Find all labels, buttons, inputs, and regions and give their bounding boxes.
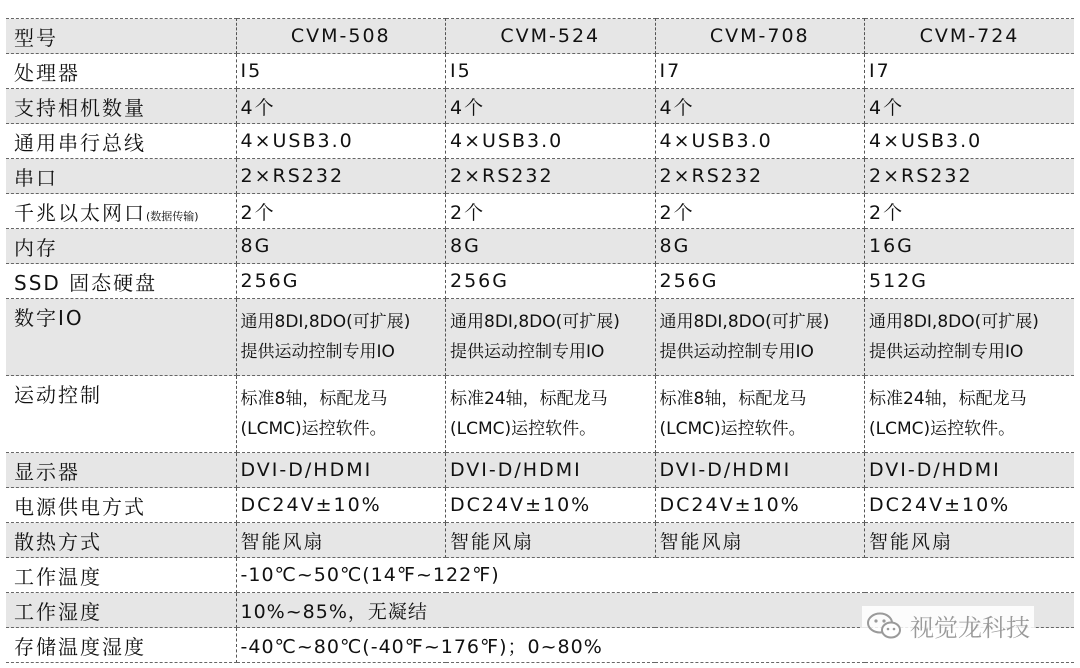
header-row bbox=[6, 19, 1074, 54]
table-row bbox=[6, 264, 1074, 299]
cell-value bbox=[655, 376, 865, 453]
cell-value: 8G bbox=[236, 229, 446, 264]
cell-value: 2个 bbox=[865, 194, 1075, 229]
row-label-text: 运动控制 bbox=[14, 383, 102, 407]
cell-value: 8G bbox=[655, 229, 865, 264]
table-row bbox=[6, 89, 1074, 124]
cell-value: 2×RS232 bbox=[236, 159, 446, 194]
cell-value: 4×USB3.0 bbox=[236, 124, 446, 159]
shared-value: 10%~85%，无凝结 bbox=[236, 593, 1074, 628]
row-label-text: 千兆以太网口 bbox=[14, 200, 146, 225]
cell-line: 标准24轴，标配龙马 bbox=[869, 389, 1027, 409]
row-label bbox=[6, 523, 236, 558]
model-name: CVM-708 bbox=[655, 19, 865, 54]
row-label-text: 通用串行总线 bbox=[14, 130, 146, 155]
cell-value: 4×USB3.0 bbox=[655, 124, 865, 159]
row-label: 存储温度湿度 bbox=[6, 628, 236, 663]
row-label: 工作温度 bbox=[6, 558, 236, 593]
cell-line: 提供运动控制专用IO bbox=[869, 342, 1024, 362]
row-label bbox=[6, 453, 236, 488]
row-label-text: 处理器 bbox=[14, 60, 80, 85]
table-row bbox=[6, 299, 1074, 376]
spec-table bbox=[6, 18, 1074, 663]
cell-value: 2个 bbox=[236, 194, 446, 229]
cell-line: 通用8DI,8DO(可扩展) bbox=[869, 312, 1039, 332]
cell-line: (LCMC)运控软件。 bbox=[869, 419, 1016, 439]
cell-value bbox=[446, 299, 656, 376]
watermark-text: 视觉龙科技 bbox=[910, 614, 1030, 642]
cell-line: 通用8DI,8DO(可扩展) bbox=[450, 312, 620, 332]
cell-value: 4×USB3.0 bbox=[446, 124, 656, 159]
cell-value: 2个 bbox=[446, 194, 656, 229]
cell-value: DVI-D/HDMI bbox=[865, 453, 1075, 488]
cell-line: (LCMC)运控软件。 bbox=[659, 419, 806, 439]
cell-line: 标准24轴，标配龙马 bbox=[450, 389, 608, 409]
cell-value: 2×RS232 bbox=[655, 159, 865, 194]
cell-value: 4个 bbox=[865, 89, 1075, 124]
table-row bbox=[6, 453, 1074, 488]
cell-line: 提供运动控制专用IO bbox=[450, 342, 605, 362]
row-label-text: 显示器 bbox=[14, 459, 80, 484]
cell-value: DC24V±10% bbox=[236, 488, 446, 523]
table-row bbox=[6, 523, 1074, 558]
cell-value bbox=[865, 376, 1075, 453]
cell-line: 通用8DI,8DO(可扩展) bbox=[659, 312, 830, 332]
cell-value: DC24V±10% bbox=[865, 488, 1075, 523]
model-name: CVM-524 bbox=[446, 19, 656, 54]
cell-value bbox=[655, 299, 865, 376]
cell-line: 标准8轴，标配龙马 bbox=[240, 389, 388, 409]
cell-value: I5 bbox=[446, 54, 656, 89]
row-label-text: 内存 bbox=[14, 235, 58, 260]
row-label-text: 电源供电方式 bbox=[14, 494, 146, 519]
cell-value: 智能风扇 bbox=[446, 523, 656, 558]
row-label bbox=[6, 229, 236, 264]
cell-value bbox=[236, 299, 446, 376]
table-row bbox=[6, 558, 1074, 593]
cell-value: 2×RS232 bbox=[865, 159, 1075, 194]
cell-value: 智能风扇 bbox=[865, 523, 1075, 558]
cell-value: 4个 bbox=[655, 89, 865, 124]
cell-value: I7 bbox=[655, 54, 865, 89]
row-label-text: SSD 固态硬盘 bbox=[14, 270, 158, 295]
cell-value bbox=[446, 376, 656, 453]
row-label bbox=[6, 159, 236, 194]
row-label bbox=[6, 264, 236, 299]
cell-value: 2×RS232 bbox=[446, 159, 656, 194]
model-name: CVM-508 bbox=[236, 19, 446, 54]
row-label bbox=[6, 488, 236, 523]
row-label bbox=[6, 299, 236, 376]
spec-table-body bbox=[6, 19, 1074, 663]
cell-value: 16G bbox=[865, 229, 1075, 264]
cell-value bbox=[236, 376, 446, 453]
cell-value: 256G bbox=[655, 264, 865, 299]
row-label-note: (数据传输) bbox=[146, 209, 199, 223]
cell-value: DVI-D/HDMI bbox=[236, 453, 446, 488]
table-row bbox=[6, 229, 1074, 264]
cell-value: 4个 bbox=[236, 89, 446, 124]
row-label-text: 数字IO bbox=[14, 306, 84, 330]
table-row bbox=[6, 54, 1074, 89]
cell-value: 4个 bbox=[446, 89, 656, 124]
cell-value: 4×USB3.0 bbox=[865, 124, 1075, 159]
shared-value: -40℃~80℃(-40℉~176℉)；0~80% bbox=[236, 628, 1074, 663]
watermark bbox=[862, 606, 1034, 645]
table-row bbox=[6, 488, 1074, 523]
cell-value: DC24V±10% bbox=[655, 488, 865, 523]
cell-value: I5 bbox=[236, 54, 446, 89]
model-name: CVM-724 bbox=[865, 19, 1075, 54]
cell-line: (LCMC)运控软件。 bbox=[450, 419, 597, 439]
cell-value bbox=[865, 299, 1075, 376]
table-row bbox=[6, 159, 1074, 194]
row-label-text: 支持相机数量 bbox=[14, 95, 146, 120]
shared-value: -10℃~50℃(14℉~122℉) bbox=[236, 558, 1074, 593]
cell-value: DVI-D/HDMI bbox=[446, 453, 656, 488]
cell-value: 智能风扇 bbox=[655, 523, 865, 558]
cell-line: 通用8DI,8DO(可扩展) bbox=[240, 312, 411, 332]
cell-value: DC24V±10% bbox=[446, 488, 656, 523]
row-label bbox=[6, 54, 236, 89]
cell-value: 512G bbox=[865, 264, 1075, 299]
cell-line: (LCMC)运控软件。 bbox=[240, 419, 387, 439]
header-label: 型号 bbox=[6, 19, 236, 54]
cell-value: I7 bbox=[865, 54, 1075, 89]
cell-value: 智能风扇 bbox=[236, 523, 446, 558]
wechat-icon bbox=[866, 611, 902, 641]
table-row bbox=[6, 194, 1074, 229]
cell-value: 2个 bbox=[655, 194, 865, 229]
cell-value: 8G bbox=[446, 229, 656, 264]
row-label-text: 串口 bbox=[14, 165, 58, 190]
row-label bbox=[6, 89, 236, 124]
row-label bbox=[6, 194, 236, 229]
row-label bbox=[6, 124, 236, 159]
cell-value: 256G bbox=[236, 264, 446, 299]
row-label: 工作湿度 bbox=[6, 593, 236, 628]
cell-line: 提供运动控制专用IO bbox=[240, 342, 395, 362]
table-row bbox=[6, 376, 1074, 453]
cell-value: DVI-D/HDMI bbox=[655, 453, 865, 488]
table-row bbox=[6, 124, 1074, 159]
cell-line: 提供运动控制专用IO bbox=[659, 342, 814, 362]
cell-line: 标准8轴，标配龙马 bbox=[659, 389, 807, 409]
row-label-text: 散热方式 bbox=[14, 529, 102, 554]
row-label bbox=[6, 376, 236, 453]
cell-value: 256G bbox=[446, 264, 656, 299]
